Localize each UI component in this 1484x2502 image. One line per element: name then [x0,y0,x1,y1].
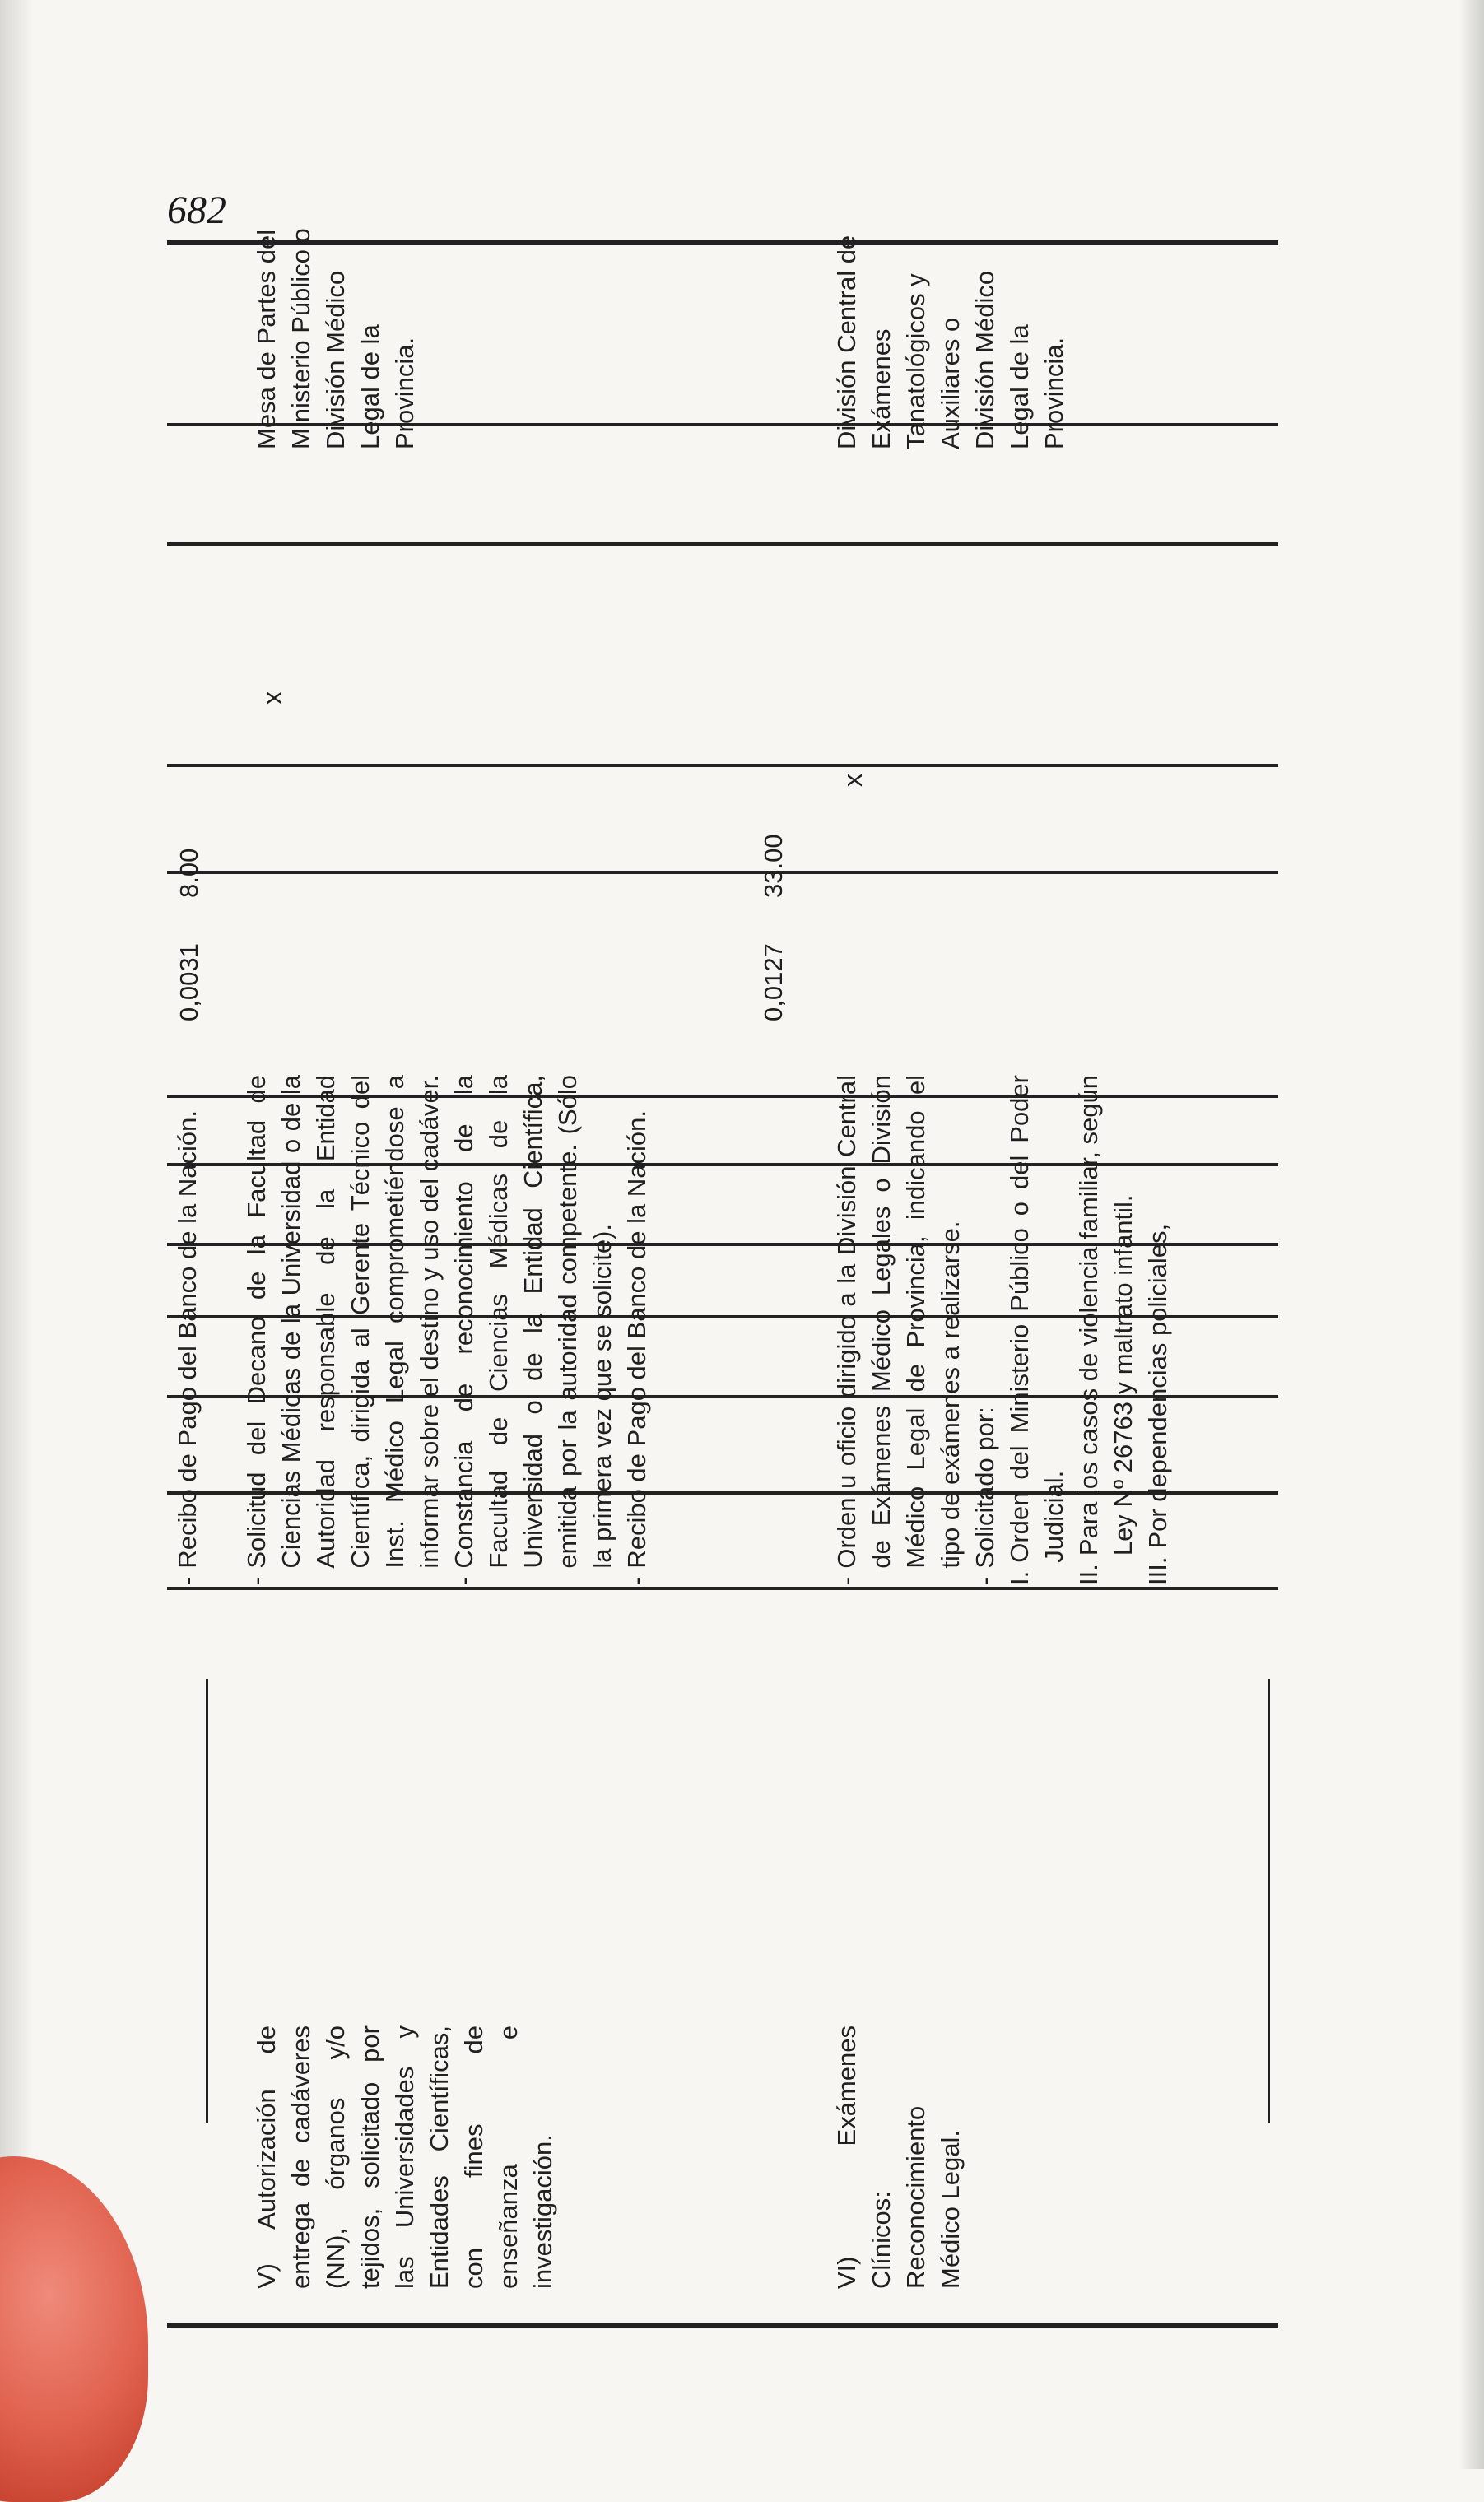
requirements-cell-continuation [170,1075,205,1585]
requirement-prefix: II. [1074,1564,1103,1585]
requirement-text: Orden del Ministerio Público o del Poder Judicial. [1005,1075,1068,1563]
requirement-item [830,1075,968,1585]
requirement-prefix: I. [1005,1570,1034,1585]
amount-cell: 33.00 [759,834,788,898]
requirement-text: Para los casos de violencia familiar, según Ley Nº 26763 y maltrato infantil. [1074,1075,1137,1556]
requirement-item [968,1075,1003,1585]
procedure-cell-vi: VI) Exámenes Clínicos: Reconocimiento Médico Legal. [832,2025,965,2289]
procedure-cell-v: V) Autorización de entrega de cadáveres (NN), órganos y/o tejidos, solicitado por las Universidades y Entidades Científicas, con fines de enseñanza e investigación. [252,2025,557,2289]
requirement-item [620,1075,654,1585]
check-mark: x [838,774,868,787]
office-cell-vi: División Central de Exámenes Tanatológicos y Auxiliares o División Médico Legal de la Provincia. [832,235,1068,449]
requirement-prefix: - [622,1576,651,1585]
requirement-item [447,1075,620,1585]
pct-uit-cell: 0,0127 [759,943,788,1021]
requirements-cell-vi [830,1075,1175,1585]
thumb-photo-artifact [0,2156,148,2502]
requirement-item [1072,1075,1141,1585]
office-cell-v: Mesa de Partes del Ministerio Público o División Médico Legal de la Provincia. [252,228,419,449]
requirement-prefix: - [449,1576,478,1585]
requirement-item [1141,1075,1175,1585]
page-number: 682 [167,188,226,232]
requirement-text: Recibo de Pago del Banco de la Nación. [173,1110,202,1569]
page-edge-shadow [0,0,33,2469]
requirement-text: Constancia de reconocimiento de la Facultad de Ciencias Médicas de la Universidad o de la Entidad Científica, emitida por la autoridad competente. (Sólo la primera vez que se solicite). [449,1075,616,1569]
requirement-text: Solicitud del Decano de la Facultad de Ciencias Médicas de la Universidad o de la Autoridad responsable de la Entidad Científica, dirigida al Gerente Técnico del Inst. Médico Legal comprometiéndose a informar sobre el destino y uso del cadáver. [242,1075,444,1569]
requirement-item [170,1075,205,1585]
requirement-text: Orden u oficio dirigido a la División Central de Exámenes Médico Legales o División Médico Legal de Provincia, indicando el tipo de exámenes a realizarse. [832,1075,965,1569]
amount-cell: 8.00 [174,848,203,898]
check-mark: x [258,691,287,705]
pct-uit-cell: 0,0031 [174,943,203,1021]
requirement-text: Recibo de Pago del Banco de la Nación. [622,1110,651,1569]
requirement-item [240,1075,447,1585]
rotated-table [167,228,1278,2326]
requirement-text: Solicitado por: [970,1407,999,1569]
requirement-prefix: - [832,1576,861,1585]
requirement-prefix: - [242,1576,271,1585]
requirement-prefix: - [970,1576,999,1585]
requirement-prefix: - [173,1576,202,1585]
requirements-cell-v [240,1075,654,1585]
requirement-item [1003,1075,1072,1585]
requirement-text: Por dependencias policiales, [1143,1223,1172,1549]
page-edge-shadow-right [1459,0,1484,2469]
requirement-prefix: III. [1143,1556,1172,1585]
